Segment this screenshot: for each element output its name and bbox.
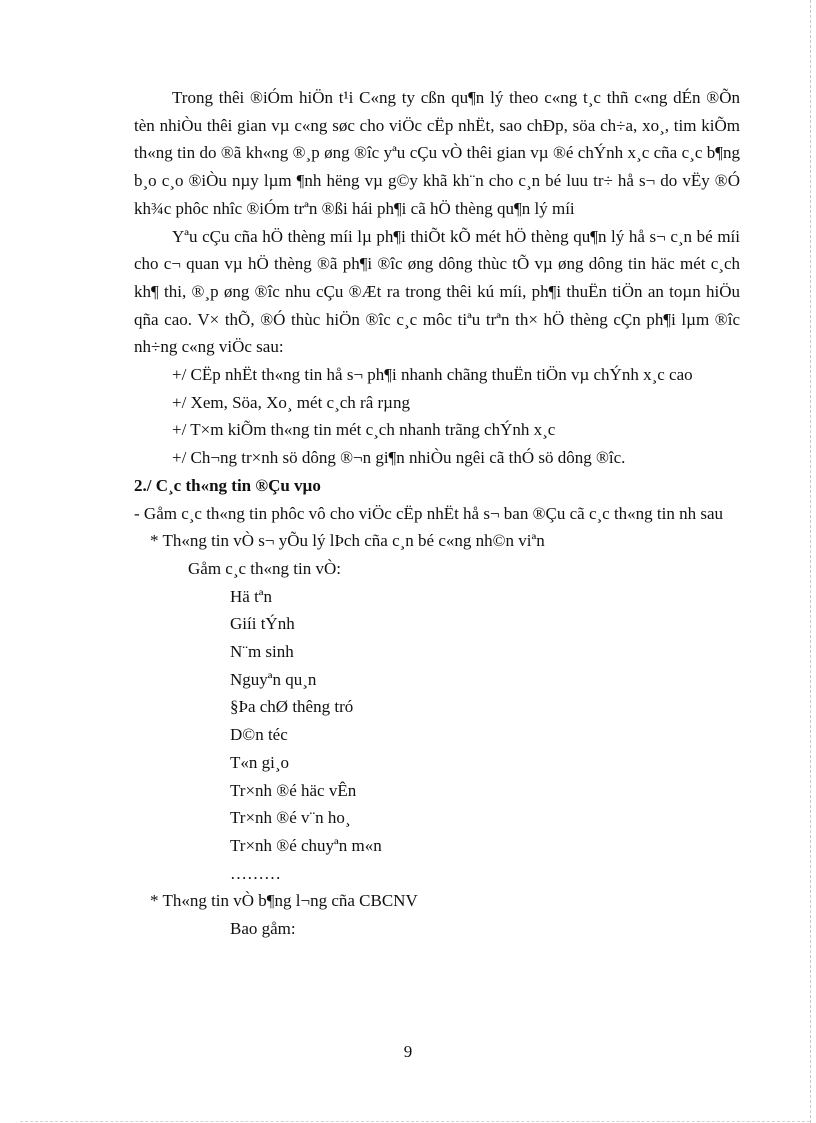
list-item-ellipsis: ………	[230, 863, 281, 883]
group-lead-salary: Bao gåm:	[230, 919, 296, 939]
section-intro: - Gåm c¸c th«ng tin phôc vô cho viÖc cËp nhËt hå s¬ ban ®Çu cã c¸c th«ng tin nh sau	[134, 503, 724, 523]
list-item: N¨m sinh	[230, 642, 294, 662]
list-item: Nguyªn qu¸n	[230, 669, 317, 689]
document-body	[134, 84, 740, 943]
bullet-update-records: +/ CËp nhËt th«ng tin hå s¬ ph¶i nhanh chãng thuËn tiÖn vµ chÝnh x¸c cao	[172, 365, 693, 385]
list-item: Hä tªn	[230, 586, 272, 606]
list-item: D©n téc	[230, 725, 288, 745]
group-lead-personal: Gåm c¸c th«ng tin vÒ:	[188, 558, 341, 578]
page-bottom-rule	[20, 1121, 810, 1122]
personal-info-list	[134, 583, 740, 888]
list-item: §Þa chØ thêng tró	[230, 697, 354, 717]
paragraph-current-state: Trong thêi ®iÓm hiÖn t¹i C«ng ty cßn qu¶n lý theo c«ng t¸c thñ c«ng dÉn ®Õn tèn nhiÒu thêi gian vµ c«ng søc cho viÖc cËp nhËt, sao chÐp, söa ch÷a, xo¸, tim kiÕm th«ng tin do ®ã kh«ng ®¸p øng ®îc yªu cÇu vÒ thêi gian vµ ®é chÝnh x¸c cña c¸c b¶ng b¸o c¸o ®iÒu nµy lµm ¶nh hëng vµ g©y khã kh¨n cho c¸n bé luu tr÷ hå s¬ do vËy ®Ó kh¾c phôc nhîc ®iÓm trªn ®ßi hái ph¶i cã hÖ thèng qu¶n lý míi	[134, 88, 740, 218]
list-item: Tr×nh ®é chuyªn m«n	[230, 835, 382, 855]
group-title-personal: * Th«ng tin vÒ s¬ yÕu lý lÞch cña c¸n bé c«ng nh©n viªn	[150, 531, 545, 551]
list-item: Giíi tÝnh	[230, 614, 295, 634]
list-item: Tr×nh ®é v¨n ho¸	[230, 808, 351, 828]
page-edge-rule	[810, 0, 811, 1123]
section-heading: 2./ C¸c th«ng tin ®Çu vµo	[134, 475, 321, 495]
list-item: Tr×nh ®é häc vÊn	[230, 780, 357, 800]
page-number: 9	[403, 1042, 413, 1061]
paragraph-requirements: Yªu cÇu cña hÖ thèng míi lµ ph¶i thiÕt kÕ mét hÖ thèng qu¶n lý hå s¬ c¸n bé míi cho c¬ quan vµ hÖ thèng ®ã ph¶i ®îc øng dông thùc tÕ vµ øng dông tin häc mét c¸ch kh¶ thi, ®¸p øng ®îc nhu cÇu ®Æt ra trong thêi kú míi, ph¶i thuËn tiÖn an toµn hiÖu qña cao. V× thÕ, ®Ó thùc hiÖn ®îc c¸c môc tiªu trªn th× hÖ thèng cÇn ph¶i lµm ®îc nh÷ng c«ng viÖc sau:	[134, 226, 740, 357]
bullet-view-edit-delete: +/ Xem, Söa, Xo¸ mét c¸ch râ rµng	[172, 392, 410, 412]
list-item: T«n gi¸o	[230, 752, 290, 772]
bullet-search: +/ T×m kiÕm th«ng tin mét c¸ch nhanh trãng chÝnh x¸c	[172, 420, 556, 440]
group-title-salary: * Th«ng tin vÒ b¶ng l¬ng cña CBCNV	[150, 891, 418, 911]
bullet-simple-program: +/ Ch¬ng tr×nh sö dông ®¬n gi¶n nhiÒu ngêi cã thÓ sö dông ®îc.	[172, 448, 626, 468]
